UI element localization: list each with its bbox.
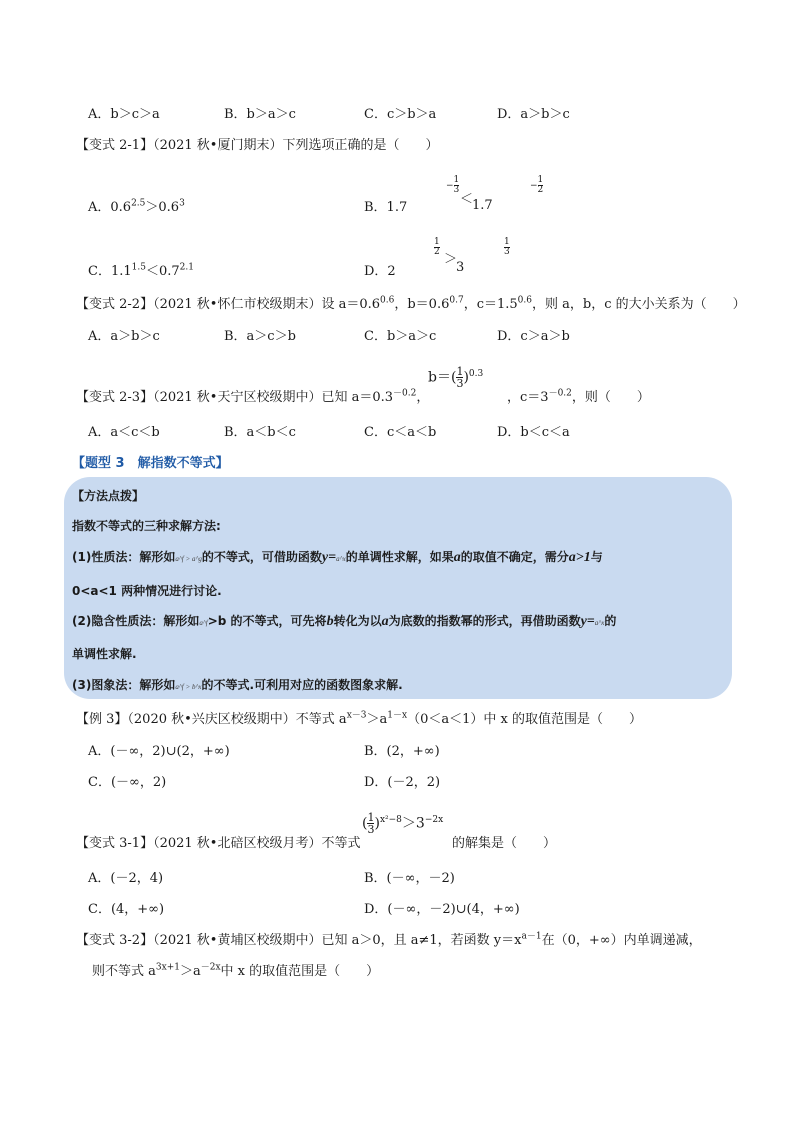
- option-a: A．a＜c＜b: [88, 425, 160, 440]
- method-title: 【方法点拨】: [72, 489, 145, 503]
- option-c: C．c＞b＞a: [364, 107, 437, 122]
- option-d-relation: ＞: [444, 252, 458, 267]
- question-v31: 【变式 3-1】（2021 秋•北碚区校级月考）不等式: [76, 836, 361, 851]
- option-a: A．b＞c＞a: [88, 107, 160, 122]
- option-b-exponent2: − $\frac{1}{2}$: [530, 175, 544, 195]
- question-v31-tail: 的解集是（ ）: [452, 836, 557, 851]
- method-line-1: (1)性质法：解形如a^f > a^g的不等式，可借助函数y=a^x的单调性求解，如果a的取值不确定，需分a>1与: [72, 550, 603, 565]
- option-b-exponent: − $\frac{1}{3}$: [446, 175, 460, 195]
- option-d: D．b＜c＜a: [497, 425, 570, 440]
- question-v32-line2: 则不等式 $a^{3x+1}>a^{-2x}$中 x 的取值范围是（ ）: [92, 962, 380, 979]
- option-a: A．(－∞，2)∪(2，+∞): [88, 744, 230, 759]
- question-v32: 【变式 3-2】（2021 秋•黄埔区校级期中）已知 a＞0，且 a≠1，若函数 $y=x^{a-1}$在（0，+∞）内单调递减，: [76, 931, 702, 948]
- option-b: B．(2，+∞): [364, 744, 440, 759]
- option-b: B．(－∞，－2): [364, 871, 455, 886]
- option-b-base2: 1.7: [472, 198, 493, 213]
- question-v23: 【变式 2-3】（2021 秋•天宁区校级期中）已知 $a=0.3^{-0.2}$，: [76, 388, 430, 405]
- option-c: C．c＜a＜b: [364, 425, 437, 440]
- question-v22: 【变式 2-2】（2021 秋•怀仁市校级期末）设 $a=0.6^{0.6}$，$b=0.6^{0.7}$，$c=1.5^{0.6}$，则 a，b，c 的大小关系为（ ）: [76, 295, 746, 312]
- option-d-exponent: $\frac{1}{2}$: [434, 237, 440, 257]
- method-intro: 指数不等式的三种求解方法:: [72, 519, 221, 533]
- method-line-2: 0<a<1 两种情况进行讨论.: [72, 584, 222, 598]
- formula-inequality: ( $\frac{1}{3}$ )$^{x^2-8}>3^{-2x}$: [362, 811, 444, 836]
- option-d: D．(－2，2): [364, 775, 441, 790]
- option-a: A．a＞b＞c: [88, 329, 160, 344]
- formula-b: b＝( $\frac{1}{3}$ )$^{0.3}$: [428, 365, 484, 390]
- option-b: B．a＜b＜c: [224, 425, 296, 440]
- method-line-3: (2)隐含性质法：解形如a^f>b 的不等式，可先将b转化为以a为底数的指数幂的形式，再借助函数y=a^x的: [72, 614, 617, 629]
- option-d: D．(－∞，－2)∪(4，+∞): [364, 902, 520, 917]
- option-b: B．b＞a＞c: [224, 107, 296, 122]
- question-v23-tail: ，$c=3^{-0.2}$，则（ ）: [507, 388, 650, 405]
- method-line-4: 单调性求解.: [72, 647, 137, 661]
- option-a: A．$0.6^{2.5}>0.6^3$: [88, 198, 185, 215]
- question-ex3: 【例 3】（2020 秋•兴庆区校级期中）不等式 $a^{x-3}>a^{1-x}(0<a<1)$中 x 的取值范围是（ ）: [76, 710, 642, 727]
- option-d: D．a＞b＞c: [497, 107, 570, 122]
- question-label: 【变式 2-1】: [76, 138, 154, 153]
- option-b: B．a＞c＞b: [224, 329, 296, 344]
- option-d: D．c＞a＞b: [497, 329, 570, 344]
- topic-heading: 【题型 3 解指数不等式】: [72, 456, 229, 471]
- option-d: D．2: [364, 264, 396, 279]
- option-c: C．b＞a＞c: [364, 329, 437, 344]
- option-d-base2: 3: [456, 260, 465, 275]
- option-c: C．(－∞，2): [88, 775, 167, 790]
- question-v21: [76, 134, 438, 153]
- option-a: A．(－2，4): [88, 871, 164, 886]
- option-c: C．$1.1^{1.5}<0.7^{2.1}$: [88, 262, 194, 279]
- option-b-relation: ＜: [460, 192, 474, 207]
- method-line-5: (3)图象法：解形如a^f > b^x的不等式.可利用对应的函数图象求解.: [72, 678, 403, 692]
- option-d-exponent2: $\frac{1}{3}$: [504, 237, 510, 257]
- option-c: C．(4，+∞): [88, 902, 165, 917]
- question-stem: （2021 秋•厦门期末）下列选项正确的是（ ）: [153, 138, 439, 153]
- option-b: B．1.7: [364, 200, 408, 215]
